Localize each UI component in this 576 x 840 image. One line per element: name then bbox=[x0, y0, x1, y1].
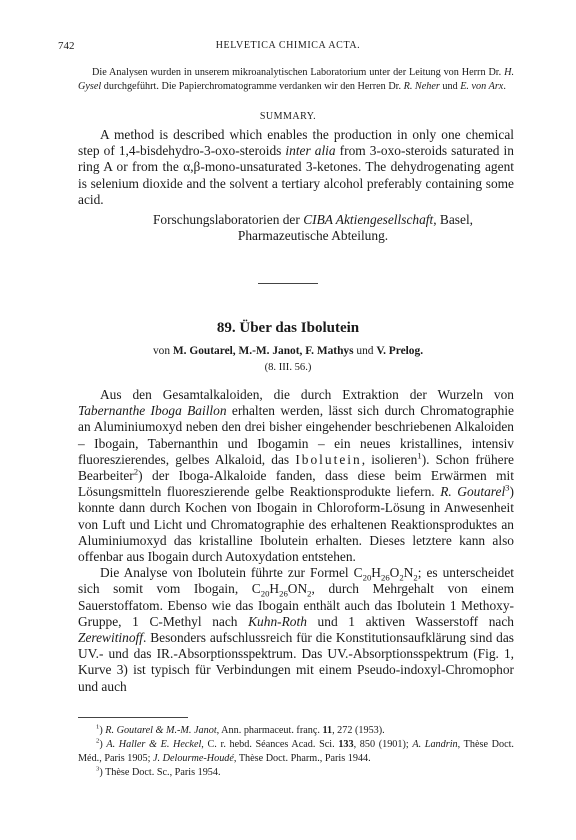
affiliation bbox=[118, 212, 508, 244]
footnote: $^3$) Thèse Doct. Sc., Paris 1954. bbox=[96, 765, 221, 778]
article-date: (8. III. 56.) bbox=[264, 362, 312, 373]
affiliation-text: Forschungslaboratorien der bbox=[152, 212, 304, 227]
ack-name: E. von Arx bbox=[460, 81, 504, 92]
body-paragraph: Die Analyse von Ibolutein führte zur Formel $C_{20}H_{26}O_2N_2$; es unterscheidet sich somit vom Ibogain, $C_{20}H_{26}ON_2$, durch Mehrgehalt von einem Sauerstoffatom. Ebenso wie das Ibogain enthält auch das Ibolutein 1 Methoxy-Gruppe, 1 C-Methyl nach Kuhn-Roth und 1 aktiven Wasserstoff nach Zerewitinoff. Besonders aufschlussreich für die Konstitutionsaufklärung sind das UV.- und das IR.-Absorptionsspektrum. Das UV.-Absorptionsspektrum (Fig. 1, Kurve 3) ist typisch für Verbindungen mit einem Pseudo-indoxyl-Chromophor und auch bbox=[78, 565, 515, 694]
authors-last: V. Prelog. bbox=[376, 345, 424, 357]
summary-text: from 3-oxo-steroids saturated in ring A or from the α,β-mono-unsaturated 3-ketones. The dehydrogenating agent is selenium dioxide and the solvent a tertiary alcohol preferably containing some acid. bbox=[78, 143, 514, 207]
page-number: 742 bbox=[58, 40, 75, 52]
article-title: 89. Über das Ibolutein bbox=[216, 320, 360, 336]
running-header bbox=[58, 40, 518, 56]
summary-italic: inter alia bbox=[285, 143, 336, 159]
spaced-term: Ibolutein bbox=[295, 451, 362, 467]
section-divider bbox=[258, 283, 318, 284]
affiliation-text: , Basel, bbox=[433, 212, 474, 227]
footnotes bbox=[78, 724, 514, 780]
body-paragraph: Aus den Gesamtalkaloiden, die durch Extraktion der Wurzeln von Tabernanthe Iboga Baillon erhalten werden, lässt sich durch Chromatographie an Aluminiumoxyd neben den drei bisher eingehender beschriebenen Alkaloiden – Ibogain, Tabernanthin und Ibogamin – ein neues kristallines, intensiv fluoreszierendes, gelbes Alkaloid, das Ibolutein, isolieren$^1$). Schon frühere Bearbeiter$^2$) der Iboga-Alkaloide fanden, dass diese beim Erwärmen mit Lösungsmitteln fluoreszierende gelbe Reaktionsprodukte liefern. R. Goutarel$^3$) konnte dann durch Kochen von Ibogain in Chloroform-Lösung in Anwesenheit von Luft und Licht und Chromatographie des erhaltenen Reaktionsproduktes an Aluminiumoxyd das kristalline Ibolutein erhalten. Dieses letztere kann also offenbar aus Ibogain durch Autoxydation entstehen. bbox=[78, 387, 514, 565]
ack-text: . bbox=[503, 81, 506, 92]
footnote: $^2$) A. Haller & E. Heckel, C. r. hebd. Séances Acad. Sci. 133, 850 (1901); A. Landrin, Thèse Doct. Méd., Paris 1905; J. Delourme-Houdé, Thèse Doct. Pharm., Paris 1944. bbox=[78, 737, 514, 764]
ack-name: H. Gysel bbox=[78, 67, 514, 92]
running-title: HELVETICA CHIMICA ACTA. bbox=[215, 40, 361, 51]
footnote-divider bbox=[78, 717, 188, 718]
footnote-ref: 2 bbox=[133, 466, 139, 477]
acknowledgement bbox=[78, 66, 514, 94]
authors-von: von bbox=[152, 345, 173, 357]
authors-names: M. Goutarel, M.-M. Janot, F. Mathys bbox=[172, 345, 354, 357]
footnote-ref: 1 bbox=[417, 450, 422, 461]
affiliation-company: CIBA Aktiengesellschaft bbox=[303, 212, 434, 227]
affiliation-department: Pharmazeutische Abteilung. bbox=[237, 228, 389, 244]
ack-text: und bbox=[439, 81, 461, 92]
footnote-ref: 3 bbox=[505, 482, 510, 493]
footnote: $^1$) R. Goutarel & M.-M. Janot, Ann. pharmaceut. franç. 11, 272 (1953). bbox=[96, 723, 385, 736]
ack-name: R. Neher bbox=[403, 81, 440, 92]
article-body bbox=[78, 387, 514, 695]
ack-text: durchgeführt. Die Papierchromatogramme verdanken wir den Herren Dr. bbox=[101, 81, 404, 92]
summary-paragraph bbox=[78, 127, 514, 208]
article-authors bbox=[0, 345, 576, 357]
summary-text: A method is described which enables the production in only one chemical step of 1,4-bisdehydro-3-oxo-steroids bbox=[78, 127, 514, 159]
ack-text: Die Analysen wurden in unserem mikroanalytischen Laboratorium unter der Leitung von Herrn Dr. bbox=[92, 67, 505, 78]
summary-heading: SUMMARY. bbox=[259, 111, 317, 122]
authors-und: und bbox=[353, 345, 377, 357]
